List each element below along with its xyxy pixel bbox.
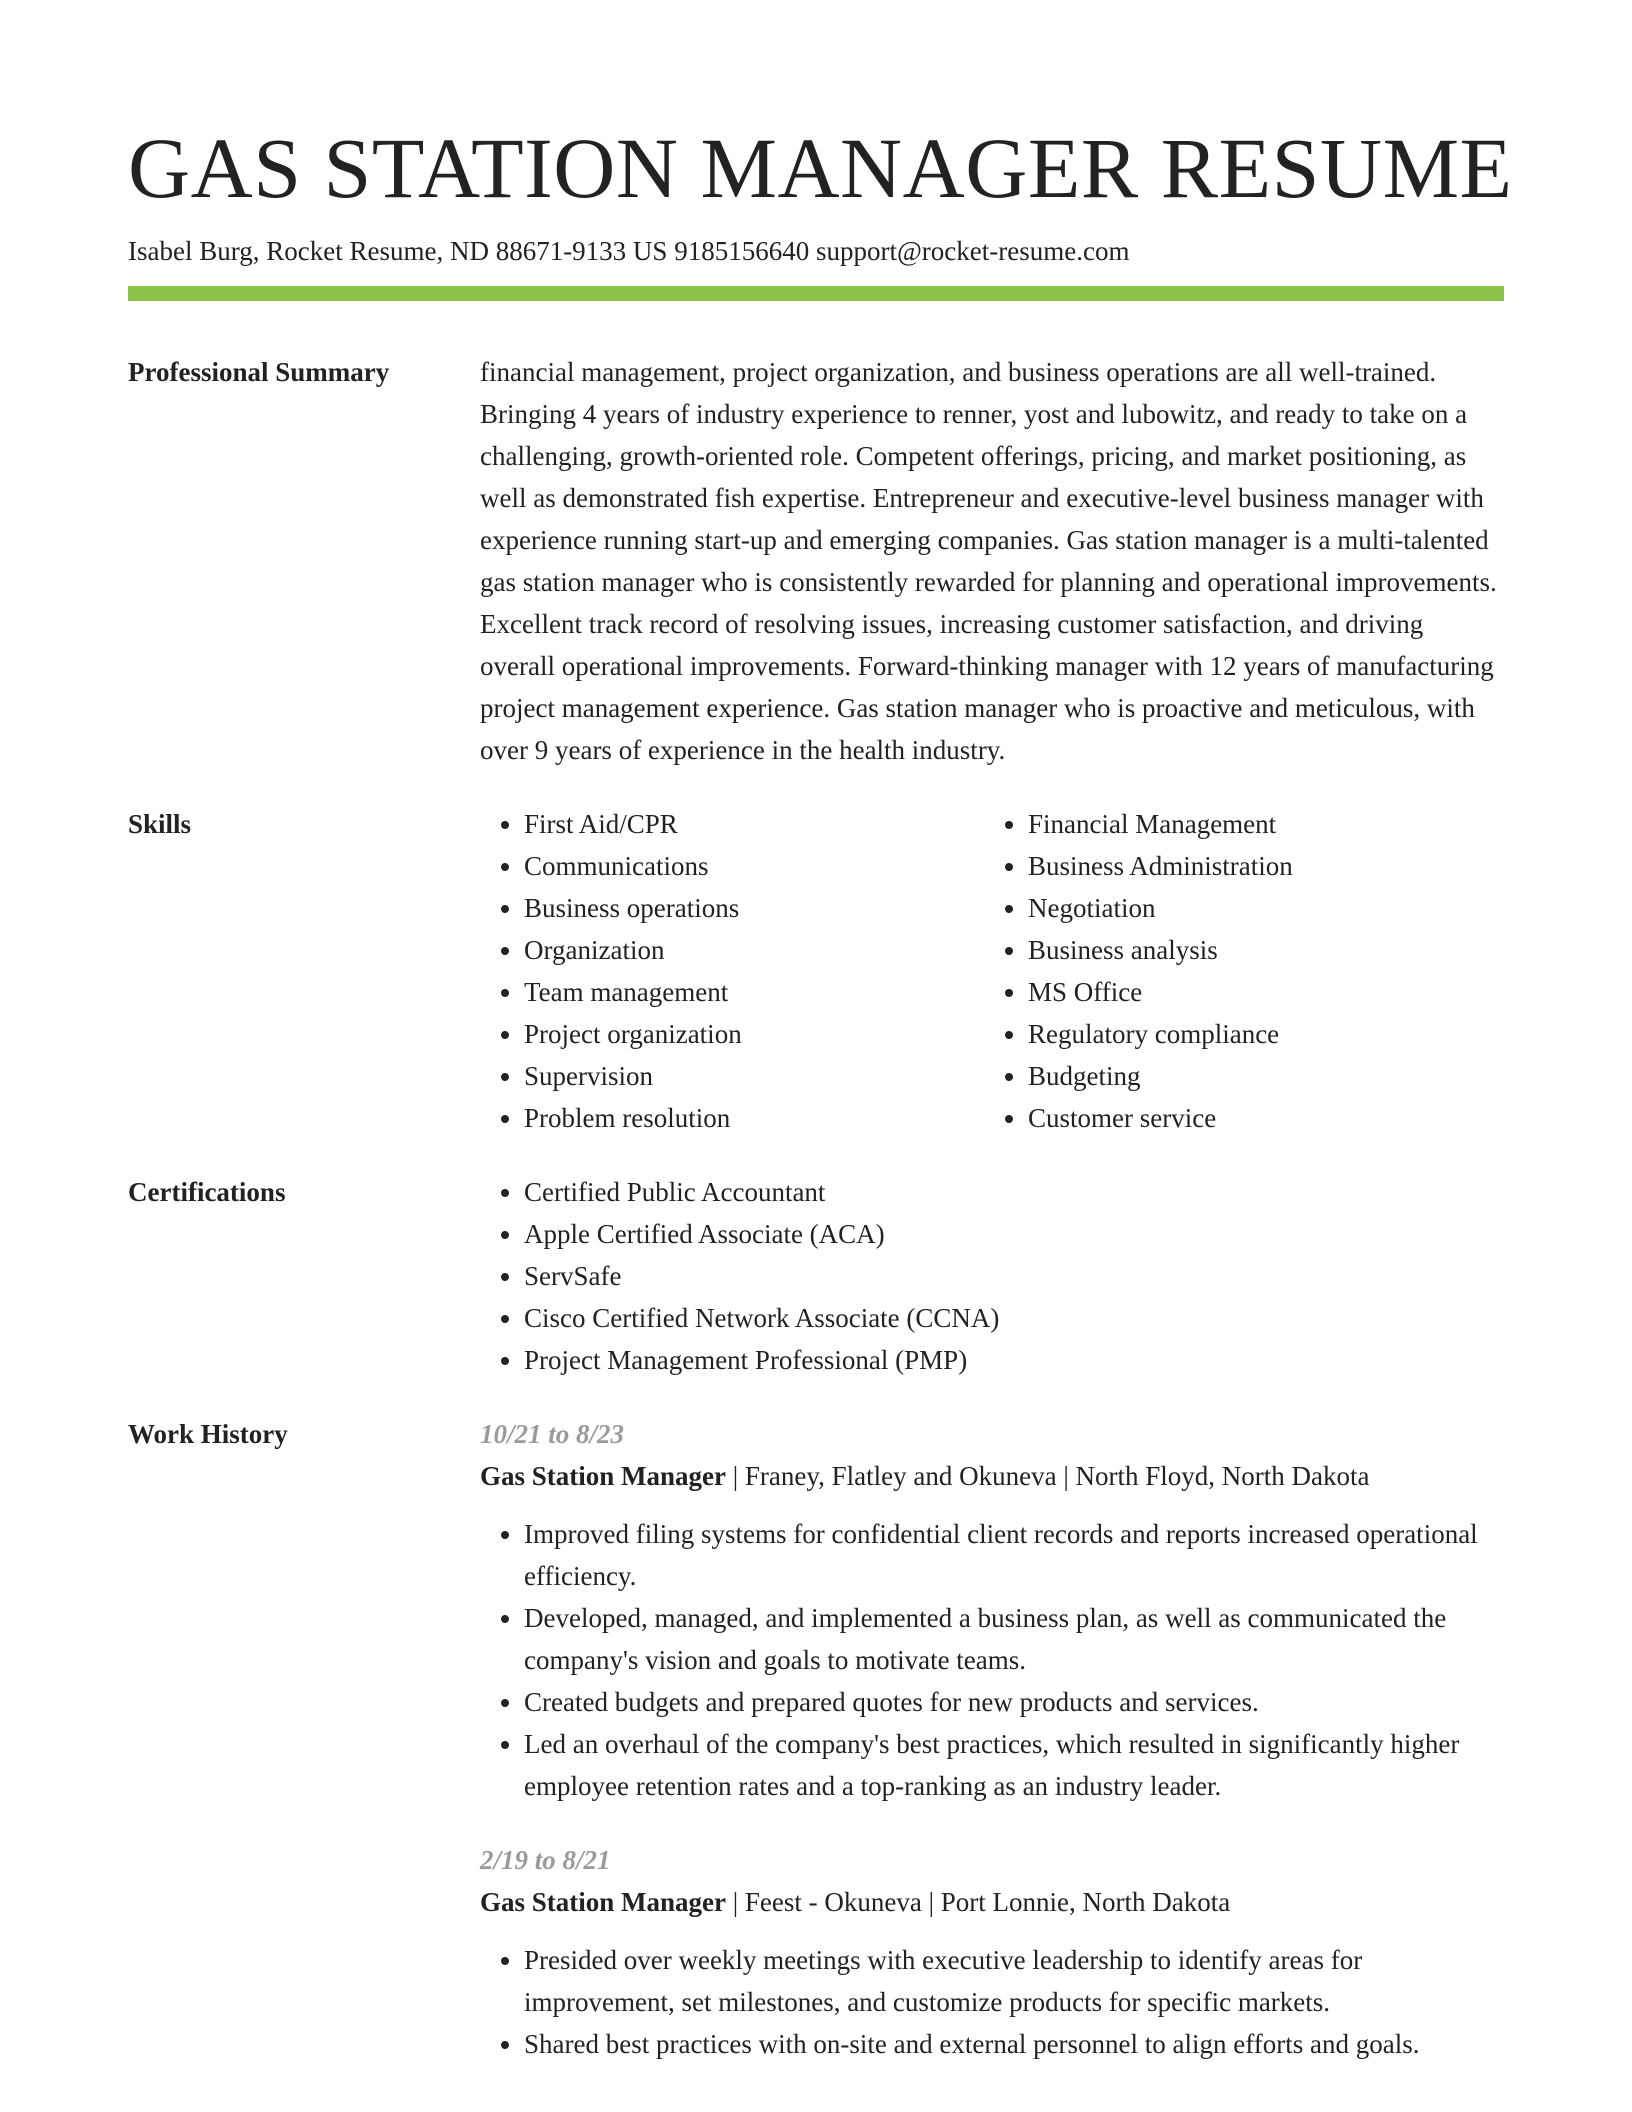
summary-text: financial management, project organization, and business operations are all well-trained. Bringing 4 years of industry experience to renner, yost and lubowitz, and ready to take on a challenging, growth-oriented role. Competent offerings, pricing, and market positioning, as well as demonstrated fish expertise. Entrepreneur and executive-level business manager with experience running start-up and emerging companies. Gas station manager is a multi-talented gas station manager who is consistently rewarded for planning and operational improvements. Excellent track record of resolving issues, increasing customer satisfaction, and driving overall operational improvements. Forward-thinking manager with 12 years of manufacturing project management experience. Gas station manager who is proactive and meticulous, with over 9 years of experience in the health industry. xyxy=(480,357,1497,765)
job-title: Gas Station Manager xyxy=(480,1461,726,1491)
skill-item: • Organization xyxy=(524,929,984,971)
skill-item: • Business Administration xyxy=(1028,845,1488,887)
job-bullet: • Developed, managed, and implemented a business plan, as well as communicated the company's vision and goals to motivate teams. xyxy=(524,1597,1504,1681)
skills-body xyxy=(480,803,1504,1139)
certifications-section xyxy=(128,1171,1504,1381)
job-bullets xyxy=(480,1513,1504,1807)
skill-item: • Project organization xyxy=(524,1013,984,1055)
section-heading-work-history: Work History xyxy=(128,1419,288,1449)
skills-column-right xyxy=(984,803,1488,1139)
certification-item: • Cisco Certified Network Associate (CCNA) xyxy=(524,1297,1504,1339)
contact-line: Isabel Burg, Rocket Resume, ND 88671-9133 US 9185156640 support@rocket-resume.com xyxy=(128,236,1130,266)
skills-column-left xyxy=(480,803,984,1139)
job-title: Gas Station Manager xyxy=(480,1887,726,1917)
certifications-list xyxy=(480,1171,1504,1381)
resume-title: GAS STATION MANAGER RESUME xyxy=(128,120,1513,216)
skill-item: • Problem resolution xyxy=(524,1097,984,1139)
job-dates: 10/21 to 8/23 xyxy=(480,1419,625,1449)
certification-item: • ServSafe xyxy=(524,1255,1504,1297)
job-bullet: • Shared best practices with on-site and external personnel to align efforts and goals. xyxy=(524,2023,1504,2065)
professional-summary-section xyxy=(128,351,1504,771)
skill-item: • Regulatory compliance xyxy=(1028,1013,1488,1055)
job-bullet: • Created budgets and prepared quotes for new products and services. xyxy=(524,1681,1504,1723)
section-heading-certifications: Certifications xyxy=(128,1177,286,1207)
work-history-body xyxy=(480,1413,1504,2065)
job-dates: 2/19 to 8/21 xyxy=(480,1845,611,1875)
section-heading-summary: Professional Summary xyxy=(128,357,390,387)
skills-list-left xyxy=(480,803,984,1139)
skills-list-right xyxy=(984,803,1488,1139)
skill-item: • First Aid/CPR xyxy=(524,803,984,845)
skill-item: • Business analysis xyxy=(1028,929,1488,971)
skills-section xyxy=(128,803,1504,1139)
header-divider xyxy=(128,286,1504,301)
certification-item: • Project Management Professional (PMP) xyxy=(524,1339,1504,1381)
job-entry xyxy=(480,1413,1504,1807)
job-company-location: | Feest - Okuneva | Port Lonnie, North Dakota xyxy=(726,1887,1231,1917)
skill-item: • Supervision xyxy=(524,1055,984,1097)
job-entry xyxy=(480,1839,1504,2065)
job-bullet: • Led an overhaul of the company's best practices, which resulted in significantly higher employee retention rates and a top-ranking as an industry leader. xyxy=(524,1723,1504,1807)
certification-item: • Certified Public Accountant xyxy=(524,1171,1504,1213)
certification-item: • Apple Certified Associate (ACA) xyxy=(524,1213,1504,1255)
skill-item: • Business operations xyxy=(524,887,984,929)
job-bullet: • Improved filing systems for confidential client records and reports increased operational efficiency. xyxy=(524,1513,1504,1597)
section-heading-skills: Skills xyxy=(128,809,192,839)
job-heading xyxy=(480,1455,1504,1497)
skill-item: • Customer service xyxy=(1028,1097,1488,1139)
job-bullets xyxy=(480,1939,1504,2065)
skill-item: • MS Office xyxy=(1028,971,1488,1013)
job-heading xyxy=(480,1881,1504,1923)
skill-item: • Financial Management xyxy=(1028,803,1488,845)
skill-item: • Communications xyxy=(524,845,984,887)
certifications-body xyxy=(480,1171,1504,1381)
skill-item: • Budgeting xyxy=(1028,1055,1488,1097)
job-bullet: • Presided over weekly meetings with executive leadership to identify areas for improvement, set milestones, and customize products for specific markets. xyxy=(524,1939,1504,2023)
job-company-location: | Franey, Flatley and Okuneva | North Floyd, North Dakota xyxy=(726,1461,1370,1491)
summary-body xyxy=(480,351,1504,771)
work-history-section xyxy=(128,1413,1504,2065)
skill-item: • Team management xyxy=(524,971,984,1013)
skills-grid xyxy=(480,803,1504,1139)
skill-item: • Negotiation xyxy=(1028,887,1488,929)
